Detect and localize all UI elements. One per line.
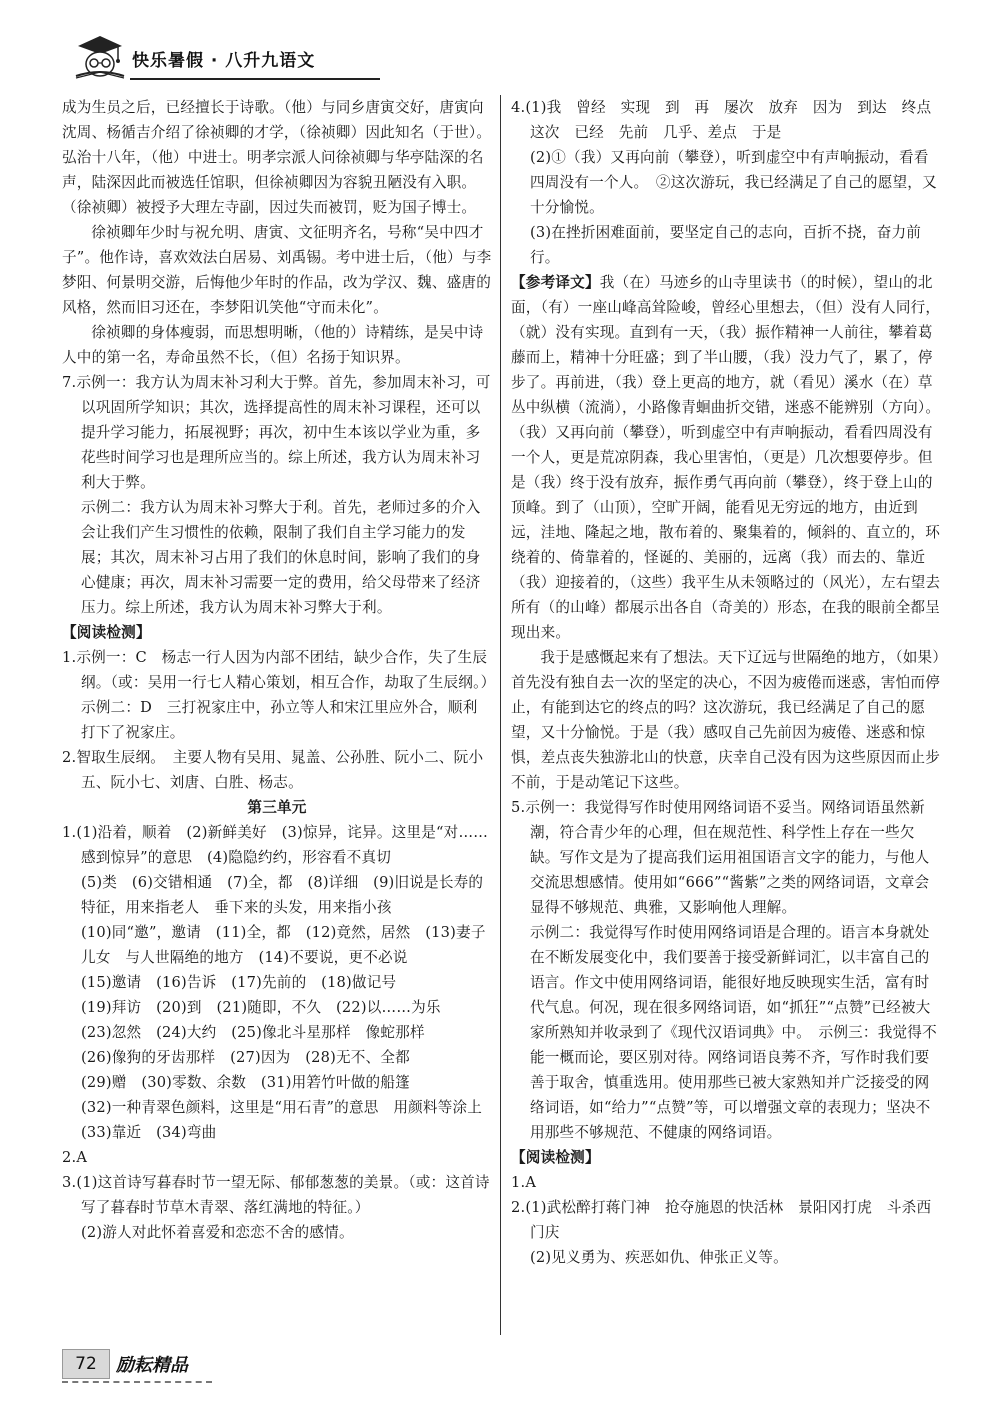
translation-paragraph-3: 徐祯卿的身体瘦弱，而思想明晰，（他的）诗精练，是吴中诗人中的第一名，寿命虽然不长，（但）名扬于知识界。	[62, 324, 484, 366]
answer-4-part-1: 4.(1)我 曾经 实现 到 再 屡次 放弃 因为 到达 终点 这次 已经 先前 几乎、差点 于是	[511, 99, 947, 141]
left-column	[62, 95, 497, 1245]
reading-answer-1-example-1: 1.示例一：C 杨志一行人因为内部不团结，缺少合作，失了生辰纲。（或：吴用一行七人精心策划，相互合作，劫取了生辰纲。）	[62, 649, 496, 691]
reference-translation	[511, 270, 941, 645]
unit3-answer-3-part-2: (2)游人对此怀着喜爱和恋恋不舍的感情。	[80, 1224, 354, 1241]
page-header	[70, 32, 510, 92]
unit3-answer-1-part-7: (26)像狗的牙齿那样 (27)因为 (28)无不、全都	[80, 1049, 410, 1066]
unit3-answer-1-part-2: (5)类 (6)交错相通 (7)全，都 (8)详细 (9)旧说是长寿的特征，用来指老人 垂下来的头发，用来指小孩	[80, 874, 484, 916]
header-title: 快乐暑假 · 八升九语文	[132, 51, 316, 71]
answer-5-example-2-3: 示例二：我觉得写作时使用网络词语是合理的。语言本身就处在不断发展变化中，我们要善于接受新鲜词汇，以丰富自己的语言。作文中使用网络词语，能很好地反映现实生活，富有时代气息。何况，现在很多网络词语，如“抓狂”“点赞”已经被大家所熟知并收录到了《现代汉语词典》中。 示例三：我觉得不能一概而论，要区别对待。网络词语良莠不齐，写作时我们要善于取舍，慎重选用。使用那些已被大家熟知并广泛接受的网络词语，如“给力”“点赞”等，可以增强文章的表现力；坚决不用那些不够规范、不健康的网络词语。	[529, 924, 937, 1141]
student-cap-logo-icon	[70, 32, 130, 82]
reading-check-heading: 【阅读检测】	[62, 624, 151, 641]
reading-answer-1-example-2: 示例二：D 三打祝家庄中，孙立等人和宋江里应外合，顺利打下了祝家庄。	[80, 699, 478, 741]
unit3-answer-1-part-4: (15)邀请 (16)告诉 (17)先前的 (18)做记号	[80, 974, 397, 991]
translation-paragraph-2: 徐祯卿年少时与祝允明、唐寅、文征明齐名，号称“吴中四才子”。他作诗，喜欢效法白居易、刘禹锡。考中进士后，（他）与李梦阳、何景明交游，后悔他少年时的作品，改为学汉、魏、盛唐的风格，然而旧习还在，李梦阳讥笑他“守而未化”。	[62, 224, 492, 316]
column-divider	[500, 95, 501, 1335]
unit3-answer-3-part-1: 3.(1)这首诗写暮春时节一望无际、郁郁葱葱的美景。（或：这首诗写了暮春时节草木青翠、落红满地的特征。）	[62, 1174, 490, 1216]
reading-answer-2-part-1-right: 2.(1)武松醉打蒋门神 抢夺施恩的快活林 景阳冈打虎 斗杀西门庆	[511, 1199, 932, 1241]
unit3-answer-1-part-1: 1.(1)沿着，顺着 (2)新鲜美好 (3)惊异，诧异。这里是“对……感到惊异”的意思 (4)隐隐约约，形容看不真切	[62, 824, 489, 866]
unit-three-title: 第三单元	[247, 799, 307, 816]
translation-paragraph-1: 成为生员之后，已经擅长于诗歌。（他）与同乡唐寅交好，唐寅向沈周、杨循吉介绍了徐祯卿的才学，（徐祯卿）因此知名（于世）。弘治十八年，（他）中进士。明孝宗派人问徐祯卿与华亭陆深的名声，陆深因此而被选任馆职，但徐祯卿因为容貌丑陋没有入职。（徐祯卿）被授予大理左寺副，因过失而被罚，贬为国子博士。	[62, 99, 492, 216]
reading-answer-2-part-2-right: (2)见义勇为、疾恶如仇、伸张正义等。	[529, 1249, 788, 1266]
unit3-answer-1-part-8: (29)赠 (30)零数、余数 (31)用箬竹叶做的船篷	[80, 1074, 410, 1091]
answer-4-part-3: (3)在挫折困难面前，要坚定自己的志向，百折不挠，奋力前行。	[529, 224, 922, 266]
page-number: 72	[62, 1349, 110, 1379]
right-column	[511, 95, 947, 1270]
reference-translation-tag: 【参考译文】	[511, 274, 600, 291]
footer-rule	[62, 1381, 212, 1383]
answer-7-example-2: 示例二：我方认为周末补习弊大于利。首先，老师过多的介入会让我们产生习惯性的依赖，限制了我们自主学习能力的发展；其次，周末补习占用了我们的休息时间，影响了我们的身心健康；再次，周末补习需要一定的费用，给父母带来了经济压力。综上所述，我方认为周末补习弊大于利。	[80, 499, 481, 616]
answer-4-part-2: (2)①（我）又再向前（攀登），听到虚空中有声响振动，看看四周没有一个人。 ②这次游玩，我已经满足了自己的愿望，又十分愉悦。	[529, 149, 937, 216]
header-rule	[130, 78, 380, 80]
unit3-answer-1-part-9: (32)一种青翠色颜料，这里是“用石青”的意思 用颜料等涂上 (33)靠近 (34)弯曲	[80, 1099, 497, 1141]
answer-7-example-1: 7.示例一：我方认为周末补习利大于弊。首先，参加周末补习，可以巩固所学知识；其次，选择提高性的周末补习课程，还可以提升学习能力，拓展视野；再次，初中生本该以学业为重，多花些时间学习也是理所应当的。综上所述，我方认为周末补习利大于弊。	[62, 374, 491, 491]
unit3-answer-1-part-5: (19)拜访 (20)到 (21)随即，不久 (22)以……为乐	[80, 999, 441, 1016]
page-footer	[62, 1345, 262, 1385]
unit3-answer-1-part-3: (10)同“邀”，邀请 (11)全，都 (12)竟然，居然 (13)妻子儿女 与人世隔绝的地方 (14)不要说，更不必说	[80, 924, 486, 966]
answer-5-example-1: 5.示例一：我觉得写作时使用网络词语不妥当。网络词语虽然新潮，符合青少年的心理，但在规范性、科学性上存在一些欠缺。写作文是为了提高我们运用祖国语言文字的能力，与他人交流思想感情。使用如“666”“酱紫”之类的网络词语，文章会显得不够规范、典雅，又影响他人理解。	[511, 799, 930, 916]
reference-translation-paragraph-2: 我于是感慨起来有了想法。天下辽远与世隔绝的地方，（如果）首先没有独自去一次的坚定的决心，不因为疲倦而迷惑，害怕而停止，有能到达它的终点的吗？这次游玩，我已经满足了自己的愿望，又十分愉悦。于是（我）感叹自己先前因为疲倦、迷惑和惊惧，差点丧失独游北山的快意，庆幸自己没有因为这些原因而止步不前，于是动笔记下这些。	[511, 649, 941, 791]
unit3-answer-2: 2.A	[62, 1149, 88, 1166]
reading-answer-2: 2.智取生辰纲。 主要人物有吴用、晁盖、公孙胜、阮小二、阮小五、阮小七、刘唐、白胜、杨志。	[62, 749, 484, 791]
unit3-answer-1-part-6: (23)忽然 (24)大约 (25)像北斗星那样 像蛇那样	[80, 1024, 425, 1041]
reference-translation-paragraph-1: 我（在）马迹乡的山寺里读书（的时候），望山的北面，（有）一座山峰高耸险峻，曾经心里想去，（但）没有人同行，（就）没有实现。直到有一天，（我）振作精神一人前往，攀着葛藤而上，精神十分旺盛；到了半山腰，（我）没力气了，累了，停步了。再前进，（我）登上更高的地方，就（看见）溪水（在）草丛中纵横（流淌），小路像青蛔曲折交错，迷惑不能辨别（方向）。（我）又再向前（攀登），听到虚空中有声响振动，看看四周没有一个人，更是荒凉阴森，我心里害怕，（更是）几次想要停步。但是（我）终于没有放弃，振作勇气再向前（攀登），终于登上山的顶峰。到了（山顶），空旷开阔，能看见无穷远的地方，由近到远，洼地、隆起之地，散布着的、聚集着的，倾斜的、直立的，环绕着的、倚靠着的，怪诞的、美丽的，远离（我）而去的、靠近（我）迎接着的，（这些）我平生从未领略过的（风光），左右望去所有（的山峰）都展示出各自（奇美的）形态，在我的眼前全都呈现出来。	[511, 274, 941, 641]
reading-answer-1-right: 1.A	[511, 1174, 537, 1191]
brand-name: 励耘精品	[116, 1355, 188, 1376]
reading-check-heading-right: 【阅读检测】	[511, 1149, 600, 1166]
